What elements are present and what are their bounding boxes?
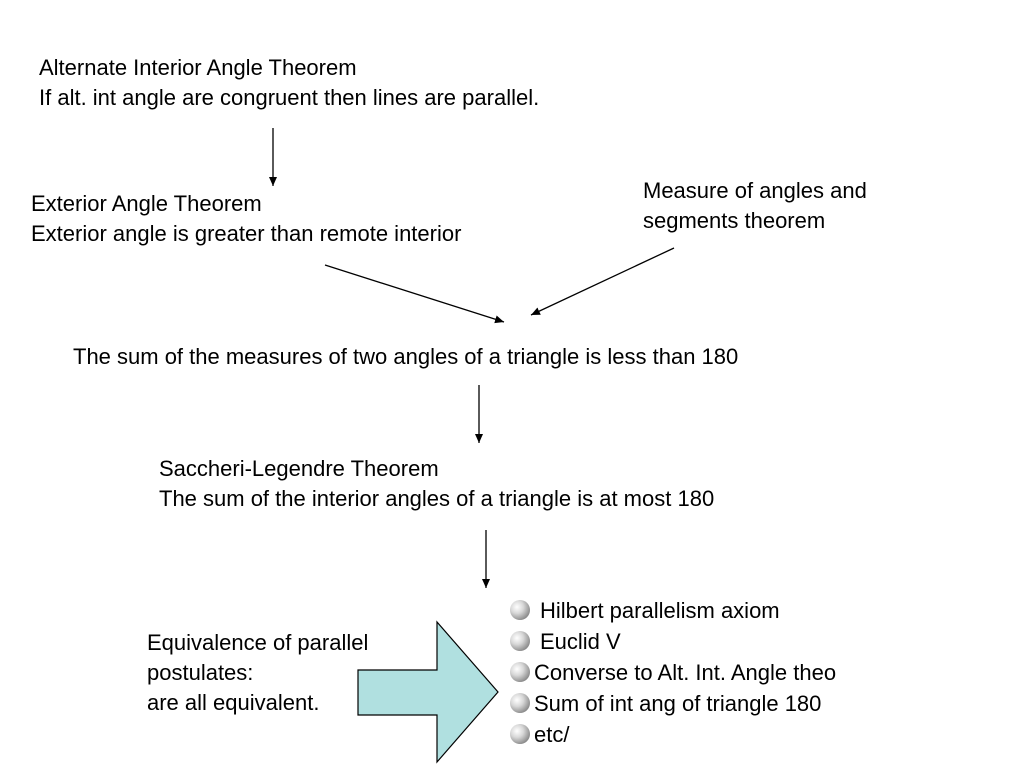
node-measure-of-angles-and-segments bbox=[643, 176, 867, 236]
node-sum-of-two-angles bbox=[73, 342, 738, 372]
sphere-bullet-icon bbox=[510, 662, 530, 682]
node-text: The sum of the measures of two angles of a triangle is less than 180 bbox=[73, 344, 739, 369]
sphere-bullet-icon bbox=[510, 724, 530, 744]
block-arrow-equivalence bbox=[358, 622, 498, 762]
list-item-label: etc/ bbox=[534, 722, 570, 747]
node-exterior-angle-theorem bbox=[31, 189, 461, 249]
node-title: Exterior Angle Theorem bbox=[31, 191, 262, 216]
list-item bbox=[510, 688, 836, 719]
arrow-measure-to-sum bbox=[531, 248, 674, 315]
list-item bbox=[510, 595, 836, 626]
node-saccheri-legendre-theorem bbox=[159, 454, 714, 514]
list-item-label: Euclid V bbox=[540, 629, 621, 654]
node-body: Exterior angle is greater than remote interior bbox=[31, 221, 462, 246]
list-item-label: Sum of int ang of triangle 180 bbox=[534, 691, 822, 716]
sphere-bullet-icon bbox=[510, 693, 530, 713]
list-item bbox=[510, 657, 836, 688]
node-line: are all equivalent. bbox=[147, 690, 320, 715]
node-equivalence-of-parallel-postulates bbox=[147, 628, 368, 718]
arrow-exterior-to-sum bbox=[325, 265, 504, 322]
node-title: Alternate Interior Angle Theorem bbox=[39, 55, 357, 80]
node-line: Equivalence of parallel bbox=[147, 630, 369, 655]
node-body: If alt. int angle are congruent then lines are parallel. bbox=[39, 85, 540, 110]
list-item-label: Converse to Alt. Int. Angle theo bbox=[534, 660, 837, 685]
sphere-bullet-icon bbox=[510, 631, 530, 651]
equivalent-postulates-list bbox=[510, 595, 836, 750]
node-title: Saccheri-Legendre Theorem bbox=[159, 456, 439, 481]
list-item-label: Hilbert parallelism axiom bbox=[540, 598, 780, 623]
node-body: The sum of the interior angles of a triangle is at most 180 bbox=[159, 486, 715, 511]
node-line: postulates: bbox=[147, 660, 254, 685]
node-line: segments theorem bbox=[643, 208, 826, 233]
node-alternate-interior-angle-theorem bbox=[39, 53, 539, 113]
list-item bbox=[510, 626, 836, 657]
node-line: Measure of angles and bbox=[643, 178, 867, 203]
sphere-bullet-icon bbox=[510, 600, 530, 620]
list-item bbox=[510, 719, 836, 750]
